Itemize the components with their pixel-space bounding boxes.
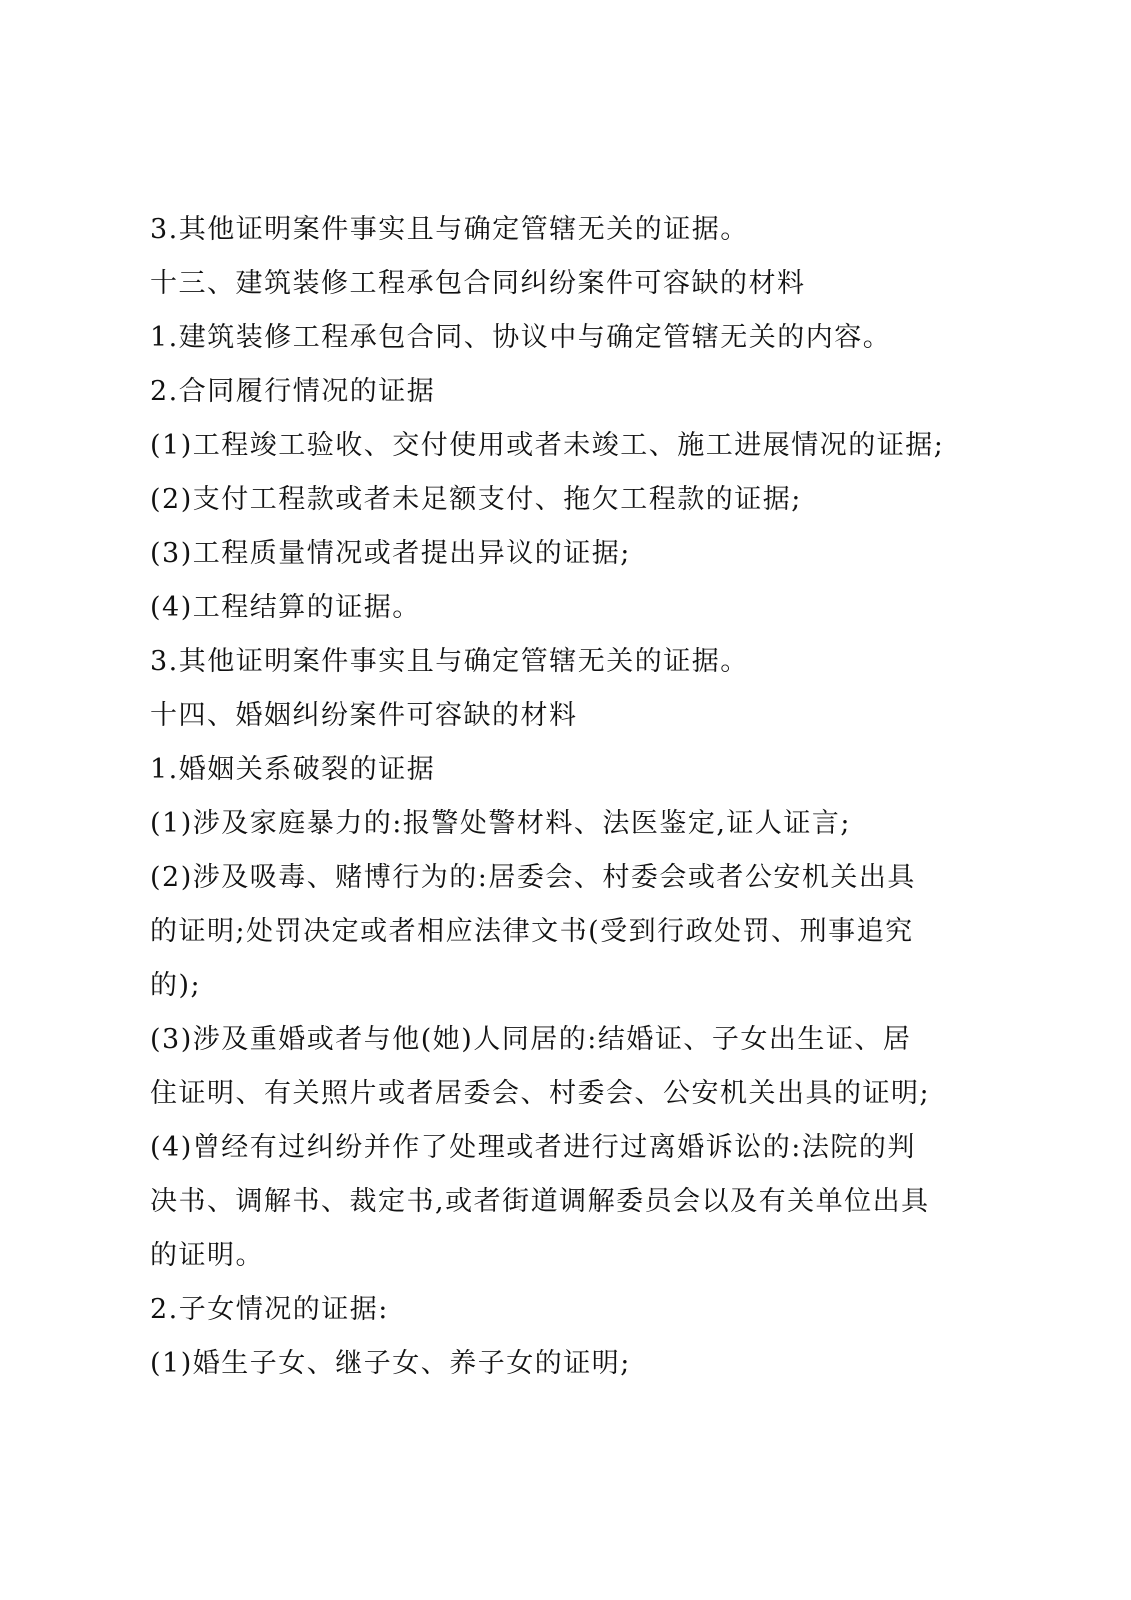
sub-item-4-prior-disputes-end: 的证明。 — [150, 1240, 264, 1271]
sub-item-3-bigamy: (3)涉及重婚或者与他(她)人同居的:结婚证、子女出生证、居 — [150, 1024, 912, 1055]
section-heading-13: 十三、建筑装修工程承包合同纠纷案件可容缺的材料 — [150, 268, 806, 299]
list-item-3-other-evidence-2: 3.其他证明案件事实且与确定管辖无关的证据。 — [150, 646, 749, 677]
list-item-2-performance-evidence: 2.合同履行情况的证据 — [150, 376, 436, 407]
list-item-2-children-evidence: 2.子女情况的证据: — [150, 1294, 389, 1325]
sub-item-4-settlement: (4)工程结算的证据。 — [150, 592, 421, 623]
sub-item-2-drugs-gambling-end: 的); — [150, 970, 202, 1001]
sub-item-2-drugs-gambling: (2)涉及吸毒、赌博行为的:居委会、村委会或者公安机关出具 — [150, 862, 916, 893]
sub-item-3-bigamy-cont: 住证明、有关照片或者居委会、村委会、公安机关出具的证明; — [150, 1078, 931, 1109]
sub-item-2-drugs-gambling-cont: 的证明;处罚决定或者相应法律文书(受到行政处罚、刑事追究 — [150, 916, 914, 947]
sub-item-2-payment: (2)支付工程款或者未足额支付、拖欠工程款的证据; — [150, 484, 802, 515]
list-item-3-other-evidence: 3.其他证明案件事实且与确定管辖无关的证据。 — [150, 214, 749, 245]
document-body — [150, 203, 980, 1391]
sub-item-1-domestic-violence: (1)涉及家庭暴力的:报警处警材料、法医鉴定,证人证言; — [150, 808, 852, 839]
sub-item-1-acceptance: (1)工程竣工验收、交付使用或者未竣工、施工进展情况的证据; — [150, 430, 945, 461]
section-heading-14: 十四、婚姻纠纷案件可容缺的材料 — [150, 700, 578, 731]
sub-item-4-prior-disputes-cont: 决书、调解书、裁定书,或者街道调解委员会以及有关单位出具 — [150, 1186, 930, 1217]
sub-item-4-prior-disputes: (4)曾经有过纠纷并作了处理或者进行过离婚诉讼的:法院的判 — [150, 1132, 916, 1163]
sub-item-1-children-proof: (1)婚生子女、继子女、养子女的证明; — [150, 1348, 631, 1379]
list-item-1-contract-content: 1.建筑装修工程承包合同、协议中与确定管辖无关的内容。 — [150, 322, 892, 353]
list-item-1-marriage-breakdown: 1.婚姻关系破裂的证据 — [150, 754, 436, 785]
sub-item-3-quality: (3)工程质量情况或者提出异议的证据; — [150, 538, 631, 569]
